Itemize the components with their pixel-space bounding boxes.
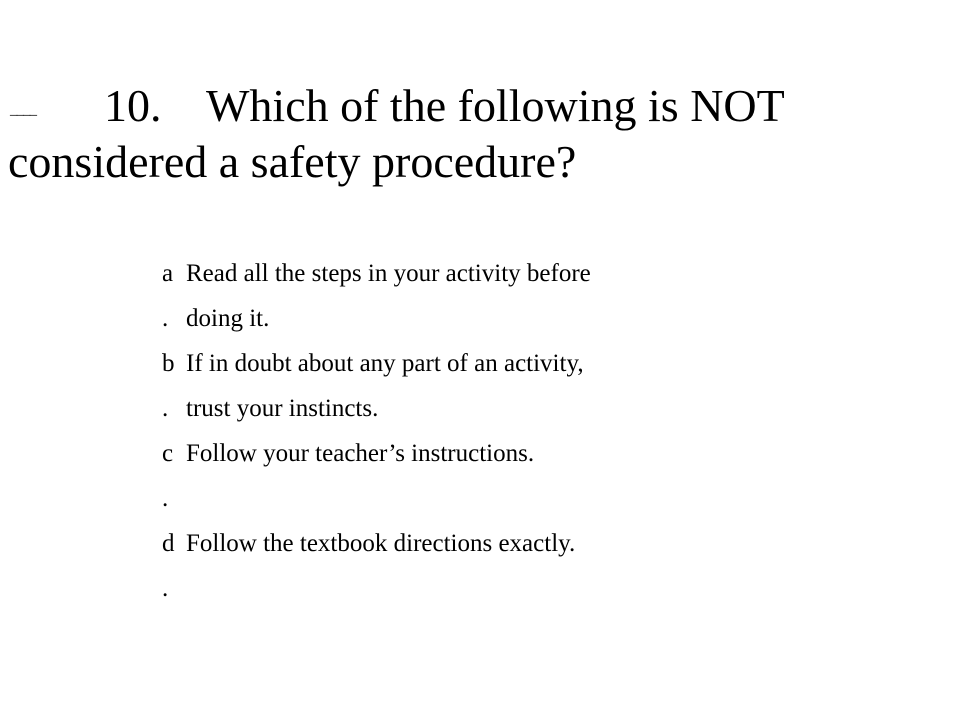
question-text-line-1: Which of the following is NOT (206, 80, 785, 131)
option-a-period: . (162, 305, 169, 332)
option-c-text-line-1: Follow your teacher’s instructions. (186, 440, 535, 467)
option-d-text-line-1: Follow the textbook directions exactly. (186, 530, 576, 557)
option-c-period: . (162, 485, 169, 512)
option-a-text-line-1: Read all the steps in your activity before (186, 260, 591, 287)
option-b-text-line-2: trust your instincts. (186, 395, 379, 422)
question-line-1 (104, 78, 785, 134)
option-d-letter: d (162, 530, 175, 557)
option-c-letter: c (162, 440, 174, 467)
question-number: 10. (104, 80, 162, 131)
option-b-text-line-1: If in doubt about any part of an activity, (186, 350, 584, 377)
option-a-letter: a (162, 260, 174, 287)
option-b-period: . (162, 395, 169, 422)
answer-blank: ____ (10, 102, 36, 118)
option-b-letter: b (162, 350, 175, 377)
option-a-text-line-2: doing it. (186, 305, 270, 332)
option-d-period: . (162, 575, 169, 602)
question-text-line-2: considered a safety procedure? (8, 136, 577, 187)
